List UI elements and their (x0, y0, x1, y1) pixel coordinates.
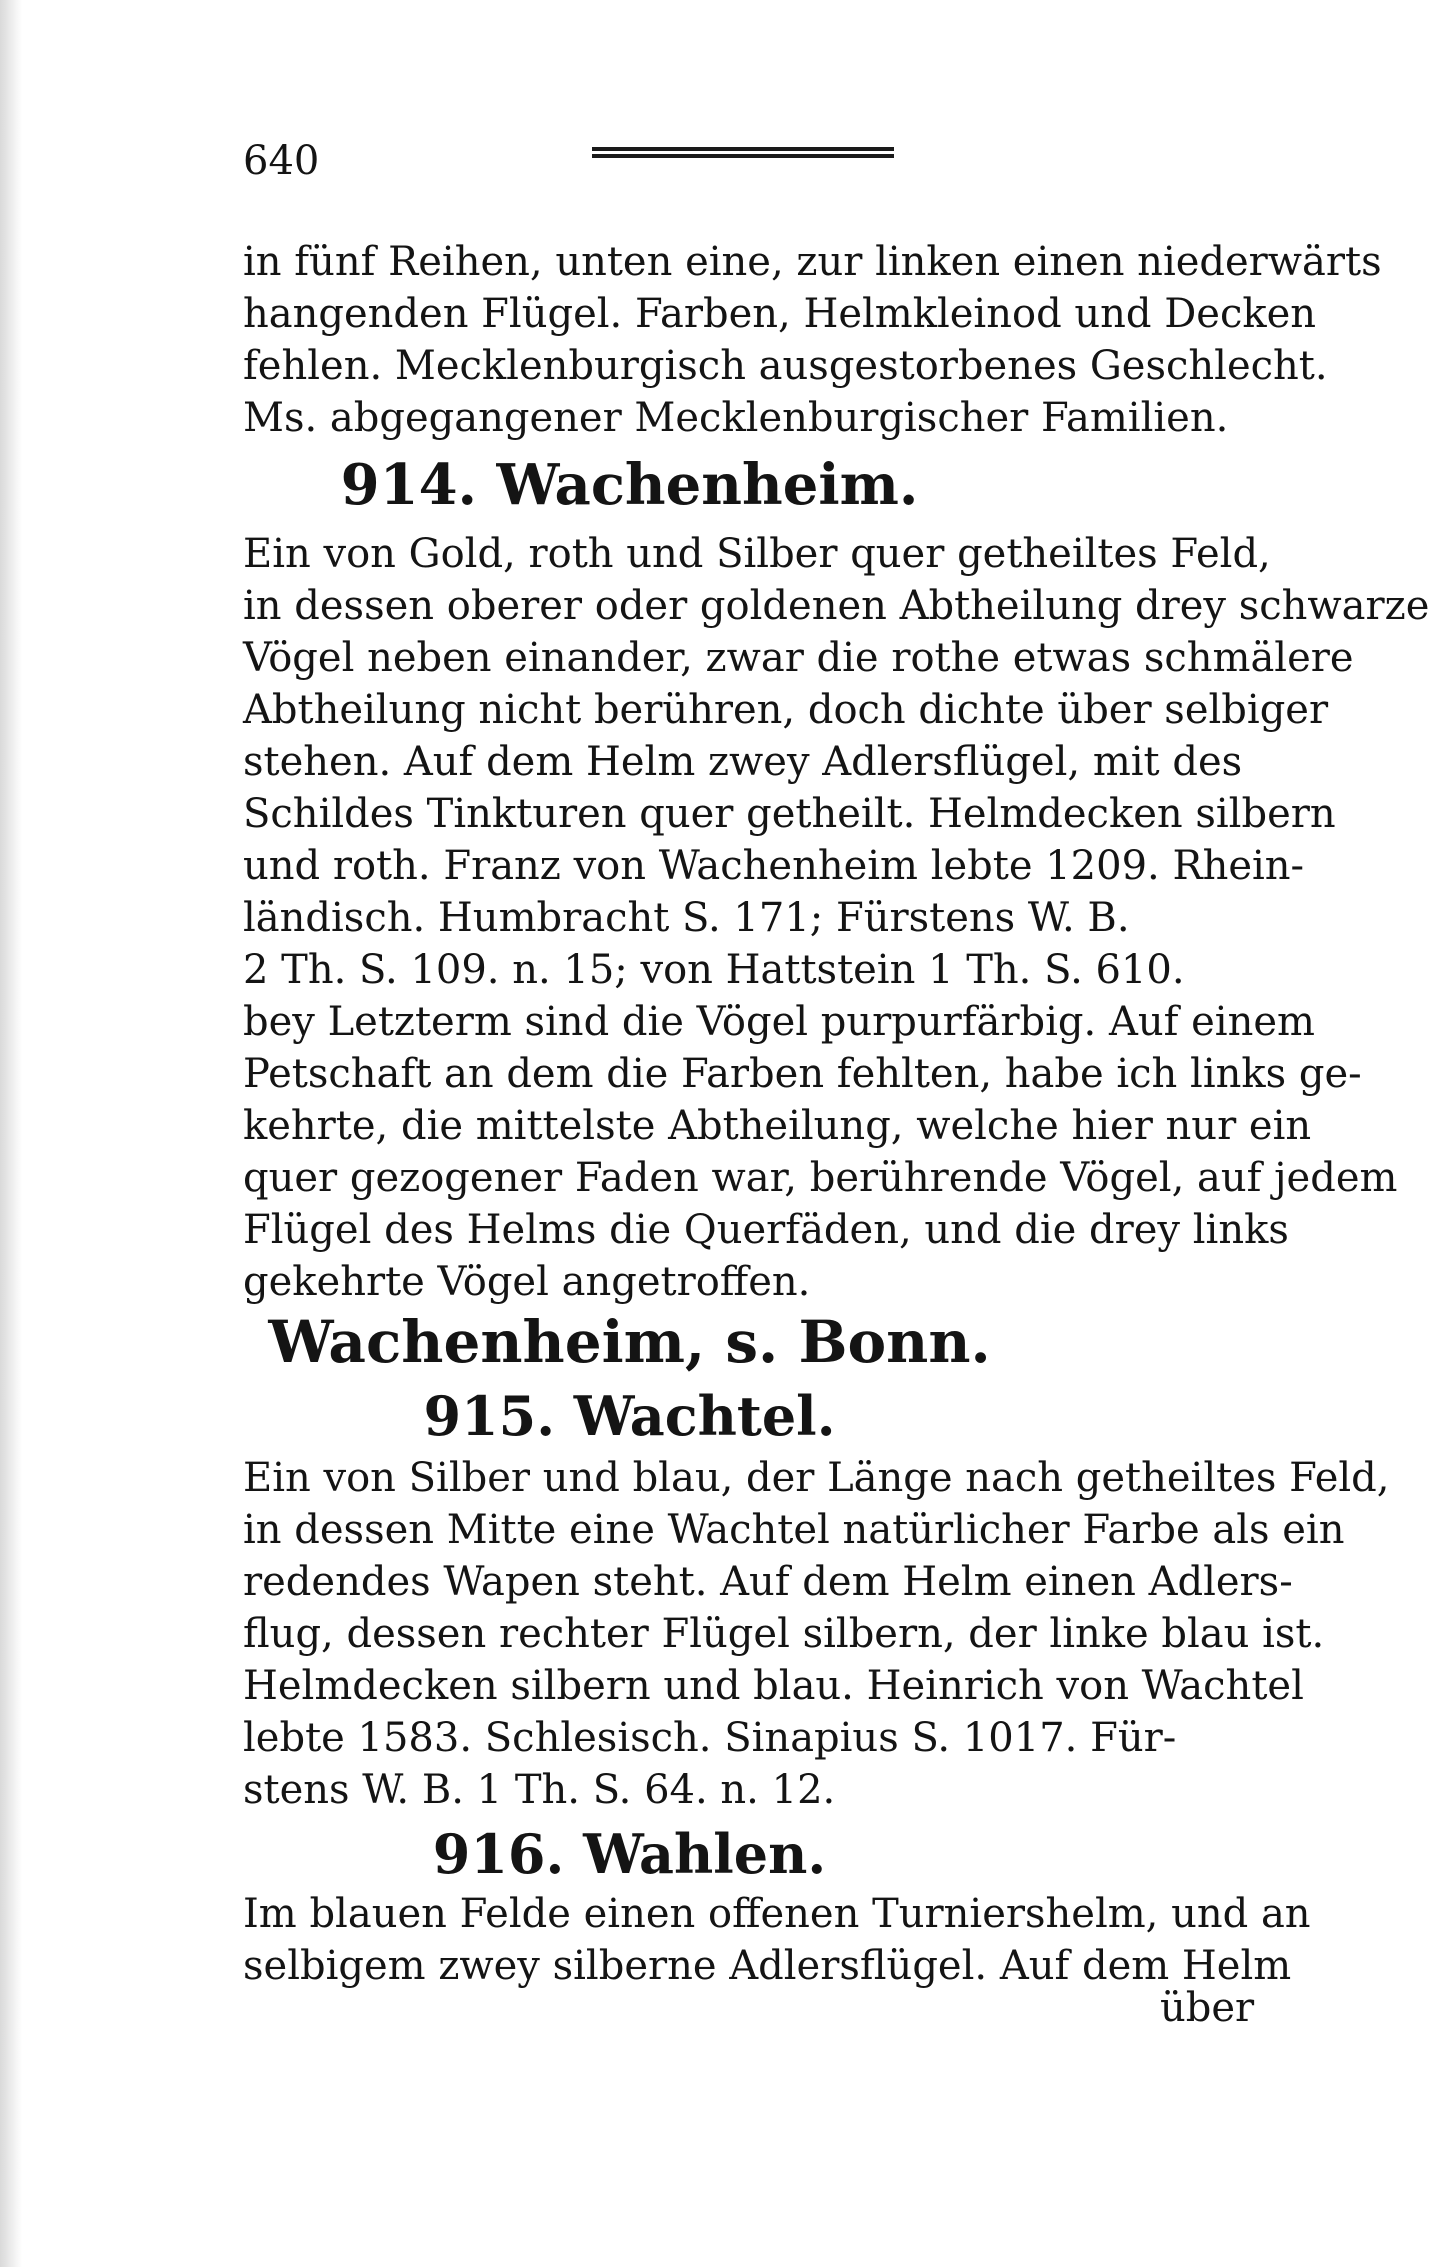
text-line: selbigem zwey silberne Adlersflügel. Auf dem Helm (243, 1943, 1292, 1989)
continuation-paragraph (243, 236, 1382, 444)
text-line: lebte 1583. Schlesisch. Sinapius S. 1017. Für- (243, 1715, 1177, 1761)
entry-heading-916: 916. Wahlen. (432, 1822, 827, 1886)
text-line: Ein von Gold, roth und Silber quer getheiltes Feld, (243, 531, 1271, 577)
text-line: Schildes Tinkturen quer getheilt. Helmdecken silbern (243, 791, 1336, 837)
text-line: redendes Wapen steht. Auf dem Helm einen Adlers- (243, 1559, 1293, 1605)
text-line: 2 Th. S. 109. n. 15; von Hattstein 1 Th. S. 610. (243, 947, 1185, 993)
page-number: 640 (243, 138, 320, 184)
text-line: in dessen oberer oder goldenen Abtheilung drey schwarze (243, 583, 1429, 629)
text-line: stens W. B. 1 Th. S. 64. n. 12. (243, 1767, 836, 1813)
entry-heading-915: 915. Wachtel. (423, 1384, 836, 1448)
text-line: Ms. abgegangener Mecklenburgischer Familien. (243, 395, 1229, 441)
text-line: kehrte, die mittelste Abtheilung, welche hier nur ein (243, 1103, 1312, 1149)
text-line: in dessen Mitte eine Wachtel natürlicher Farbe als ein (243, 1507, 1345, 1553)
text-line: gekehrte Vögel angetroffen. (243, 1259, 811, 1305)
entry-914-paragraph (243, 528, 1429, 1308)
text-line: hangenden Flügel. Farben, Helmkleinod und Decken (243, 291, 1317, 337)
catchword: über (1160, 1985, 1255, 2031)
page-gutter-shadow (0, 0, 22, 2267)
text-line: stehen. Auf dem Helm zwey Adlersflügel, mit des (243, 739, 1243, 785)
text-line: Abtheilung nicht berühren, doch dichte über selbiger (243, 687, 1329, 733)
text-line: Im blauen Felde einen offenen Turniershelm, und an (243, 1891, 1311, 1937)
text-line: Helmdecken silbern und blau. Heinrich von Wachtel (243, 1663, 1304, 1709)
text-line: flug, dessen rechter Flügel silbern, der linke blau ist. (243, 1611, 1325, 1657)
text-line: fehlen. Mecklenburgisch ausgestorbenes Geschlecht. (243, 343, 1328, 389)
text-line: Ein von Silber und blau, der Länge nach getheiltes Feld, (243, 1455, 1390, 1501)
entry-heading-914: 914. Wachenheim. (340, 452, 919, 518)
text-line: quer gezogener Faden war, berührende Vögel, auf jedem (243, 1155, 1398, 1201)
text-line: bey Letzterm sind die Vögel purpurfärbig. Auf einem (243, 999, 1315, 1045)
entry-916-paragraph (243, 1888, 1311, 1992)
text-line: und roth. Franz von Wachenheim lebte 1209. Rhein- (243, 843, 1305, 889)
entry-915-paragraph (243, 1452, 1390, 1816)
text-line: Petschaft an dem die Farben fehlten, habe ich links ge- (243, 1051, 1362, 1097)
text-line: Vögel neben einander, zwar die rothe etwas schmälere (243, 635, 1354, 681)
header-rule (592, 147, 894, 161)
text-line: ländisch. Humbracht S. 171; Fürstens W. B. (243, 895, 1130, 941)
cross-reference-heading: Wachenheim, s. Bonn. (268, 1308, 991, 1376)
text-line: in fünf Reihen, unten eine, zur linken einen niederwärts (243, 239, 1382, 285)
text-line: Flügel des Helms die Querfäden, und die drey links (243, 1207, 1289, 1253)
